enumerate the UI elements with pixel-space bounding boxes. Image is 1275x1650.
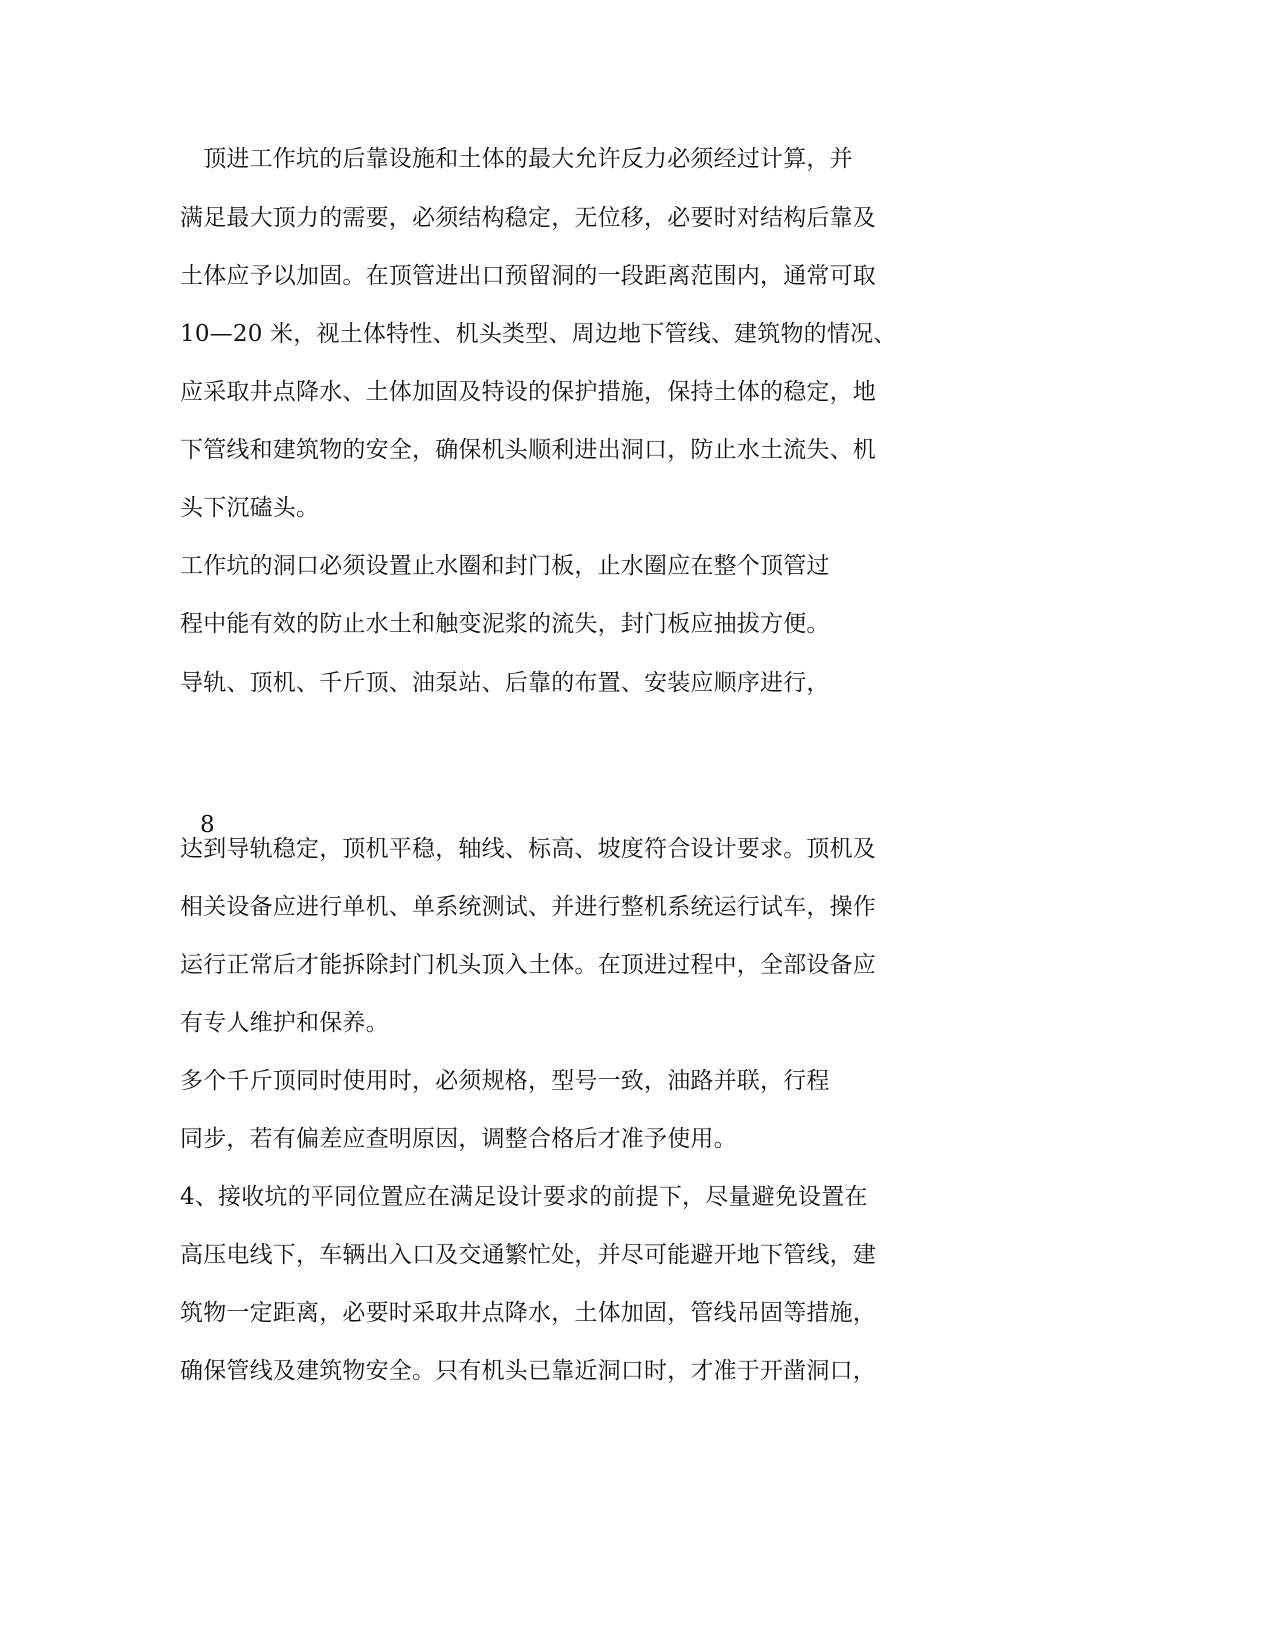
paragraph-line: 满足最大顶力的需要，必须结构稳定，无位移，必要时对结构后靠及 xyxy=(180,205,876,231)
paragraph-line: 导轨、顶机、千斤顶、油泵站、后靠的布置、安装应顺序进行， xyxy=(180,670,830,696)
paragraph-line: 10—20 米，视土体特性、机头类型、周边地下管线、建筑物的情况、 xyxy=(180,321,897,347)
paragraph-line: 运行正常后才能拆除封门机头顶入土体。在顶进过程中，全部设备应 xyxy=(180,952,876,978)
paragraph-line: 程中能有效的防止水土和触变泥浆的流失，封门板应抽拔方便。 xyxy=(180,611,830,637)
paragraph-line: 高压电线下，车辆出入口及交通繁忙处，并尽可能避开地下管线，建 xyxy=(180,1242,876,1268)
paragraph-line: 4、接收坑的平同位置应在满足设计要求的前提下，尽量避免设置在 xyxy=(180,1184,868,1210)
paragraph-line: 工作坑的洞口必须设置止水圈和封门板，止水圈应在整个顶管过 xyxy=(180,553,830,579)
paragraph-line: 下管线和建筑物的安全，确保机头顺利进出洞口，防止水土流失、机 xyxy=(180,437,876,463)
page-number: 8 xyxy=(200,812,215,838)
paragraph-line: 同步，若有偏差应查明原因，调整合格后才准予使用。 xyxy=(180,1126,737,1152)
paragraph-line: 筑物一定距离，必要时采取井点降水，土体加固，管线吊固等措施， xyxy=(180,1300,876,1326)
paragraph-line: 有专人维护和保养。 xyxy=(180,1010,389,1036)
paragraph-line: 顶进工作坑的后靠设施和土体的最大允许反力必须经过计算，并 xyxy=(180,146,853,172)
paragraph-line: 应采取井点降水、土体加固及特设的保护措施，保持土体的稳定，地 xyxy=(180,379,876,405)
paragraph-line: 确保管线及建筑物安全。只有机头已靠近洞口时，才准于开凿洞口， xyxy=(180,1358,876,1384)
paragraph-line: 多个千斤顶同时使用时，必须规格，型号一致，油路并联，行程 xyxy=(180,1068,830,1094)
paragraph-line: 土体应予以加固。在顶管进出口预留洞的一段距离范围内，通常可取 xyxy=(180,263,876,289)
paragraph-line: 相关设备应进行单机、单系统测试、并进行整机系统运行试车，操作 xyxy=(180,894,876,920)
paragraph-line: 头下沉磕头。 xyxy=(180,495,320,521)
paragraph-line: 达到导轨稳定，顶机平稳，轴线、标高、坡度符合设计要求。顶机及 xyxy=(180,836,876,862)
